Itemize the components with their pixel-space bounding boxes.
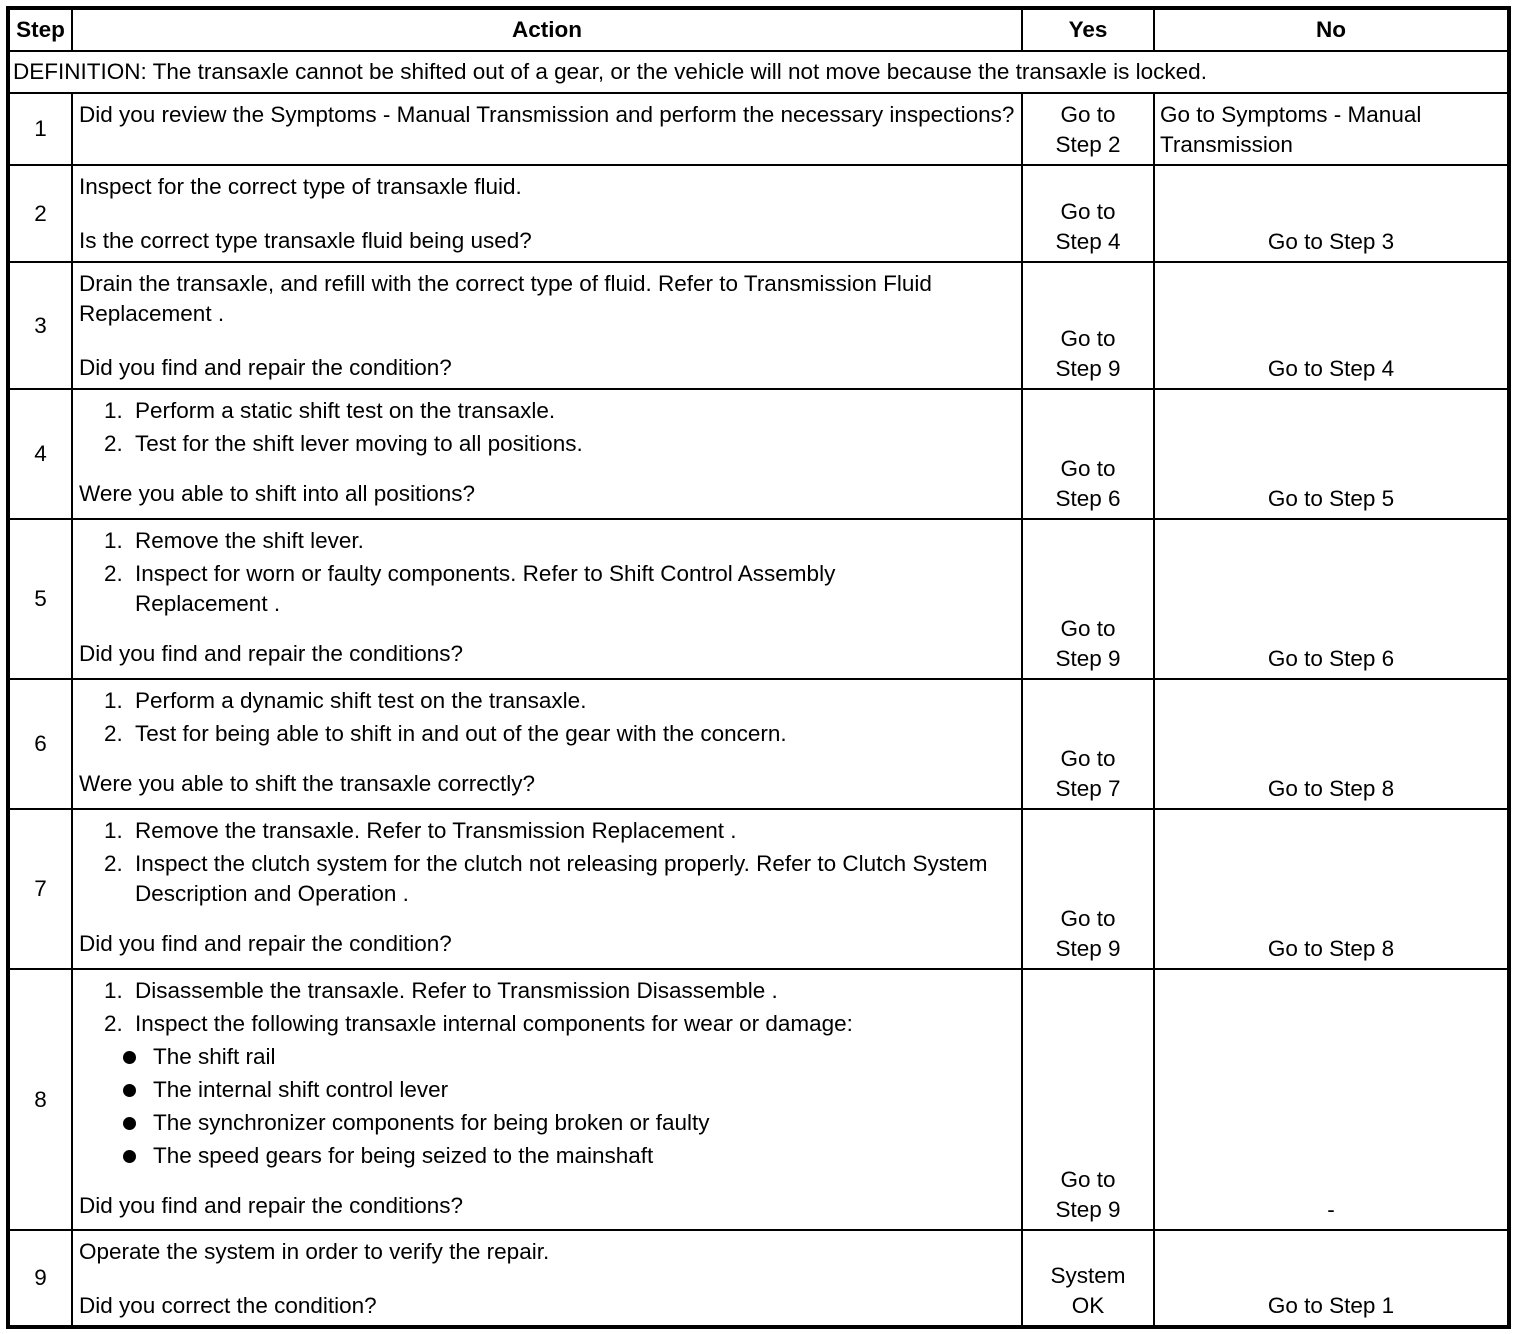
step-number: 5	[8, 519, 72, 679]
list-item	[129, 1009, 1015, 1039]
step-number: 9	[8, 1230, 72, 1327]
numbered-list	[79, 816, 1015, 909]
yes-cell[interactable]	[1022, 165, 1154, 262]
action-instruction: Drain the transaxle, and refill with the correct type of fluid. Refer to Transmission Fluid Replacement .	[79, 271, 932, 326]
bullet-text: The synchronizer components for being broken or faulty	[153, 1110, 710, 1135]
action-instruction: Inspect for the correct type of transaxle fluid.	[79, 174, 522, 199]
no-cell[interactable]: Go to Step 3	[1154, 165, 1509, 262]
yes-line-2: Step 6	[1055, 486, 1121, 511]
yes-cell[interactable]	[1022, 93, 1154, 165]
table-row	[8, 262, 1509, 389]
action-question: Is the correct type transaxle fluid being used?	[79, 228, 532, 253]
yes-line-1: Go to	[1060, 456, 1116, 481]
bullet-dot-icon	[123, 1051, 136, 1064]
action-cell	[72, 165, 1022, 262]
yes-line-1: System	[1050, 1263, 1126, 1288]
step-number: 4	[8, 389, 72, 519]
yes-line-2: Step 4	[1055, 229, 1121, 254]
bullet-dot-icon	[123, 1150, 136, 1163]
bullet-item	[123, 1108, 1015, 1138]
yes-line-1: Go to	[1060, 906, 1116, 931]
action-cell	[72, 969, 1022, 1230]
yes-line-1: Go to	[1060, 616, 1116, 641]
list-item: 1. Perform a dynamic shift test on the transaxle.	[129, 686, 1015, 716]
yes-line-1: Go to	[1060, 326, 1116, 351]
bullet-text: The shift rail	[153, 1044, 276, 1069]
action-question: Did you find and repair the condition?	[79, 931, 452, 956]
numbered-list	[79, 396, 1015, 459]
definition-text: DEFINITION: The transaxle cannot be shifted out of a gear, or the vehicle will not move because the transaxle is locked.	[8, 51, 1509, 93]
numbered-list	[79, 976, 1015, 1039]
list-item: 2. Inspect for worn or faulty components. Refer to Shift Control Assembly Replacement .	[129, 559, 1015, 619]
table-row	[8, 93, 1509, 165]
yes-line-2: Step 9	[1055, 936, 1121, 961]
table-row	[8, 519, 1509, 679]
diagnostic-table	[6, 6, 1511, 1329]
yes-line-2: Step 2	[1055, 132, 1121, 157]
no-cell: -	[1154, 969, 1509, 1230]
yes-cell[interactable]	[1022, 519, 1154, 679]
yes-line-1: Go to	[1060, 746, 1116, 771]
definition-row	[8, 51, 1509, 93]
step-number: 1	[8, 93, 72, 165]
bullet-dot-icon	[123, 1084, 136, 1097]
action-cell	[72, 1230, 1022, 1327]
list-item: 1. Remove the transaxle. Refer to Transmission Replacement .	[129, 816, 1015, 846]
header-no: No	[1154, 8, 1509, 51]
list-item: 2. Test for the shift lever moving to all positions.	[129, 429, 1015, 459]
action-cell	[72, 519, 1022, 679]
action-question: Were you able to shift into all positions?	[79, 481, 476, 506]
no-cell[interactable]: Go to Symptoms - Manual Transmission	[1154, 93, 1509, 165]
yes-cell[interactable]	[1022, 969, 1154, 1230]
no-cell[interactable]: Go to Step 1	[1154, 1230, 1509, 1327]
yes-line-2: Step 9	[1055, 1197, 1121, 1222]
bullet-dot-icon	[123, 1117, 136, 1130]
list-item: 2. Test for being able to shift in and out of the gear with the concern.	[129, 719, 1015, 749]
header-step: Step	[8, 8, 72, 51]
bullet-text: The internal shift control lever	[153, 1077, 449, 1102]
action-cell	[72, 93, 1022, 165]
table-row	[8, 1230, 1509, 1327]
yes-cell[interactable]	[1022, 809, 1154, 969]
step-number: 8	[8, 969, 72, 1230]
list-item-text: Inspect the following transaxle internal components for wear or damage:	[135, 1011, 853, 1036]
action-question: Were you able to shift the transaxle correctly?	[79, 771, 536, 796]
yes-line-1: Go to	[1060, 102, 1116, 127]
action-question: Did you find and repair the conditions?	[79, 1193, 463, 1218]
no-cell[interactable]: Go to Step 6	[1154, 519, 1509, 679]
action-cell	[72, 679, 1022, 809]
yes-line-2: OK	[1071, 1293, 1105, 1318]
no-cell[interactable]: Go to Step 8	[1154, 809, 1509, 969]
bullet-item	[123, 1075, 1015, 1105]
yes-line-2: Step 9	[1055, 646, 1121, 671]
bullet-text: The speed gears for being seized to the mainshaft	[153, 1143, 654, 1168]
yes-line-1: Go to	[1060, 1167, 1116, 1192]
bullet-list	[79, 1042, 1015, 1171]
bullet-item	[123, 1141, 1015, 1171]
table-row	[8, 165, 1509, 262]
header-yes: Yes	[1022, 8, 1154, 51]
action-question: Did you correct the condition?	[79, 1293, 377, 1318]
yes-line-2: Step 7	[1055, 776, 1121, 801]
step-number: 6	[8, 679, 72, 809]
yes-cell	[1022, 1230, 1154, 1327]
step-number: 2	[8, 165, 72, 262]
action-cell	[72, 809, 1022, 969]
numbered-list	[79, 526, 1015, 619]
yes-cell[interactable]	[1022, 389, 1154, 519]
list-item: 2. Inspect the clutch system for the clutch not releasing properly. Refer to Clutch System Description and Operation .	[129, 849, 1015, 909]
yes-line-1: Go to	[1060, 199, 1116, 224]
yes-line-2: Step 9	[1055, 356, 1121, 381]
action-cell	[72, 389, 1022, 519]
header-action: Action	[72, 8, 1022, 51]
header-row	[8, 8, 1509, 51]
action-instruction: Operate the system in order to verify the repair.	[79, 1239, 550, 1264]
list-item: 1. Disassemble the transaxle. Refer to Transmission Disassemble .	[129, 976, 1015, 1006]
yes-cell[interactable]	[1022, 679, 1154, 809]
list-item: 1. Perform a static shift test on the transaxle.	[129, 396, 1015, 426]
yes-cell[interactable]	[1022, 262, 1154, 389]
action-question: Did you review the Symptoms - Manual Transmission and perform the necessary inspections?	[79, 102, 1015, 127]
action-question: Did you find and repair the condition?	[79, 355, 452, 380]
no-cell[interactable]: Go to Step 5	[1154, 389, 1509, 519]
step-number: 7	[8, 809, 72, 969]
numbered-list	[79, 686, 1015, 749]
bullet-item	[123, 1042, 1015, 1072]
action-question: Did you find and repair the conditions?	[79, 641, 463, 666]
table-row	[8, 679, 1509, 809]
table-row	[8, 969, 1509, 1230]
list-item: 1. Remove the shift lever.	[129, 526, 1015, 556]
no-cell[interactable]: Go to Step 4	[1154, 262, 1509, 389]
table-row	[8, 809, 1509, 969]
action-cell	[72, 262, 1022, 389]
step-number: 3	[8, 262, 72, 389]
table-row	[8, 389, 1509, 519]
no-cell[interactable]: Go to Step 8	[1154, 679, 1509, 809]
